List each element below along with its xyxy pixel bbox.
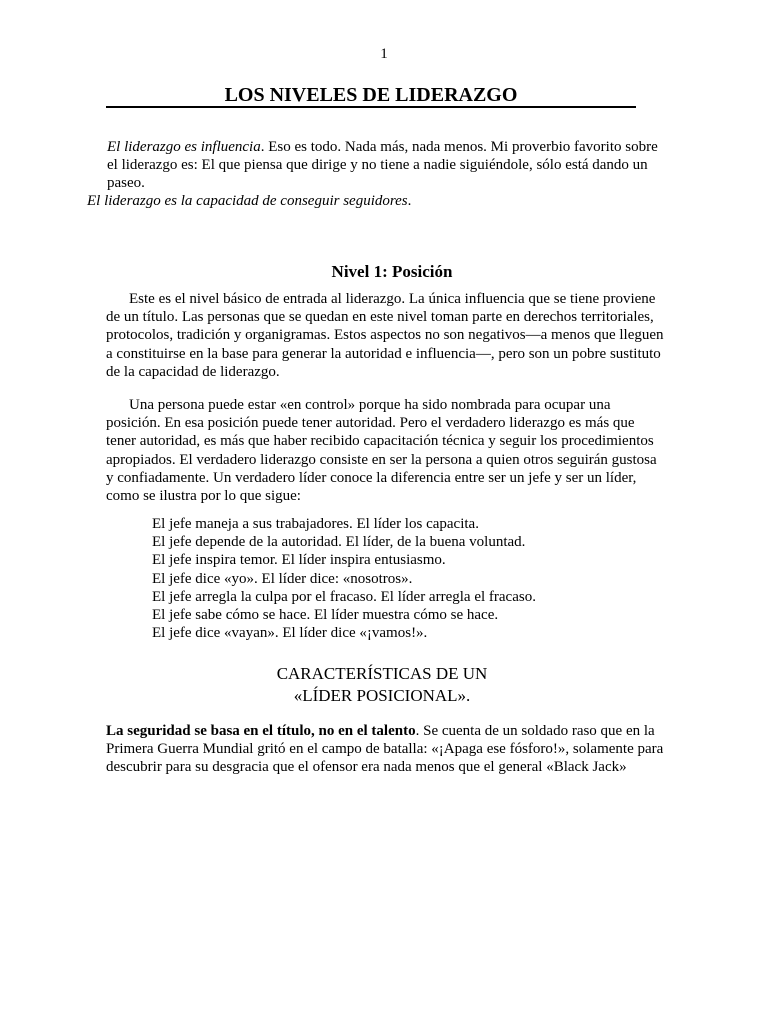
section1-paragraph-1: Este es el nivel básico de entrada al liderazgo. La única influencia que se tiene proviene de un título. Las personas que se quedan en este nivel toman parte en derechos territoriales, protocolos, tradición y organigramas. Estos aspectos no son negativos—a menos que lleguen a constituirse en la base para generar la autoridad e influencia—, pero son un pobre sustituto de la capacidad de liderazgo. (106, 291, 664, 380)
intro-italic-lead: El liderazgo es influencia (107, 139, 261, 155)
section2-bold-lead: La seguridad se basa en el título, no en el talento (106, 723, 416, 739)
heading-line-1: CARACTERÍSTICAS DE UN (276, 664, 488, 683)
list-item: El jefe arregla la culpa por el fracaso. El líder arregla el fracaso. (152, 588, 536, 605)
list-item: El jefe maneja a sus trabajadores. El líder los capacita. (152, 516, 479, 532)
page-number: 1 (380, 46, 388, 62)
heading-line-2: «LÍDER POSICIONAL». (293, 686, 471, 705)
section2-paragraph (106, 722, 666, 777)
boss-vs-leader-list (152, 515, 652, 642)
intro-paragraph (107, 138, 667, 193)
section-heading-characteristics (106, 663, 658, 707)
page-title: LOS NIVELES DE LIDERAZGO (224, 84, 518, 106)
section2-text: . Se cuenta de un soldado raso que en la Primera Guerra Mundial gritó en el campo de batalla: «¡Apaga ese fósforo!», solamente para descubrir para su desgracia que el ofensor era nada menos que el general «Black Jack» (106, 723, 664, 776)
intro-text: . Eso es todo. Nada más, nada menos. Mi proverbio favorito sobre el liderazgo es: El que piensa que dirige y no tiene a nadie siguiéndole, sólo está dando un paseo. (107, 139, 658, 192)
title-underline (106, 106, 636, 108)
definition-text: El liderazgo es la capacidad de conseguir seguidores (87, 193, 408, 209)
section-heading-level-1: Nivel 1: Posición (331, 262, 453, 281)
list-item: El jefe dice «yo». El líder dice: «nosotros». (152, 570, 413, 587)
section1-paragraph-2: Una persona puede estar «en control» porque ha sido nombrada para ocupar una posición. En esa posición puede tener autoridad. Pero el verdadero liderazgo es más que tener autoridad, es más que haber recibido capacitación técnica y seguir los procedimientos apropiados. El verdadero liderazgo consiste en ser la persona a quien otros seguirán gustosa y confiadamente. Un verdadero líder conoce la diferencia entre ser un jefe y ser un líder, como se ilustra por lo que sigue: (106, 397, 657, 505)
list-item: El jefe inspira temor. El líder inspira entusiasmo. (152, 552, 446, 569)
list-item: El jefe dice «vayan». El líder dice «¡vamos!». (152, 625, 428, 642)
definition-period: . (407, 193, 412, 209)
list-item: El jefe depende de la autoridad. El líder, de la buena voluntad. (152, 534, 526, 551)
list-item: El jefe sabe cómo se hace. El líder muestra cómo se hace. (152, 607, 499, 624)
leadership-definition (87, 192, 667, 210)
